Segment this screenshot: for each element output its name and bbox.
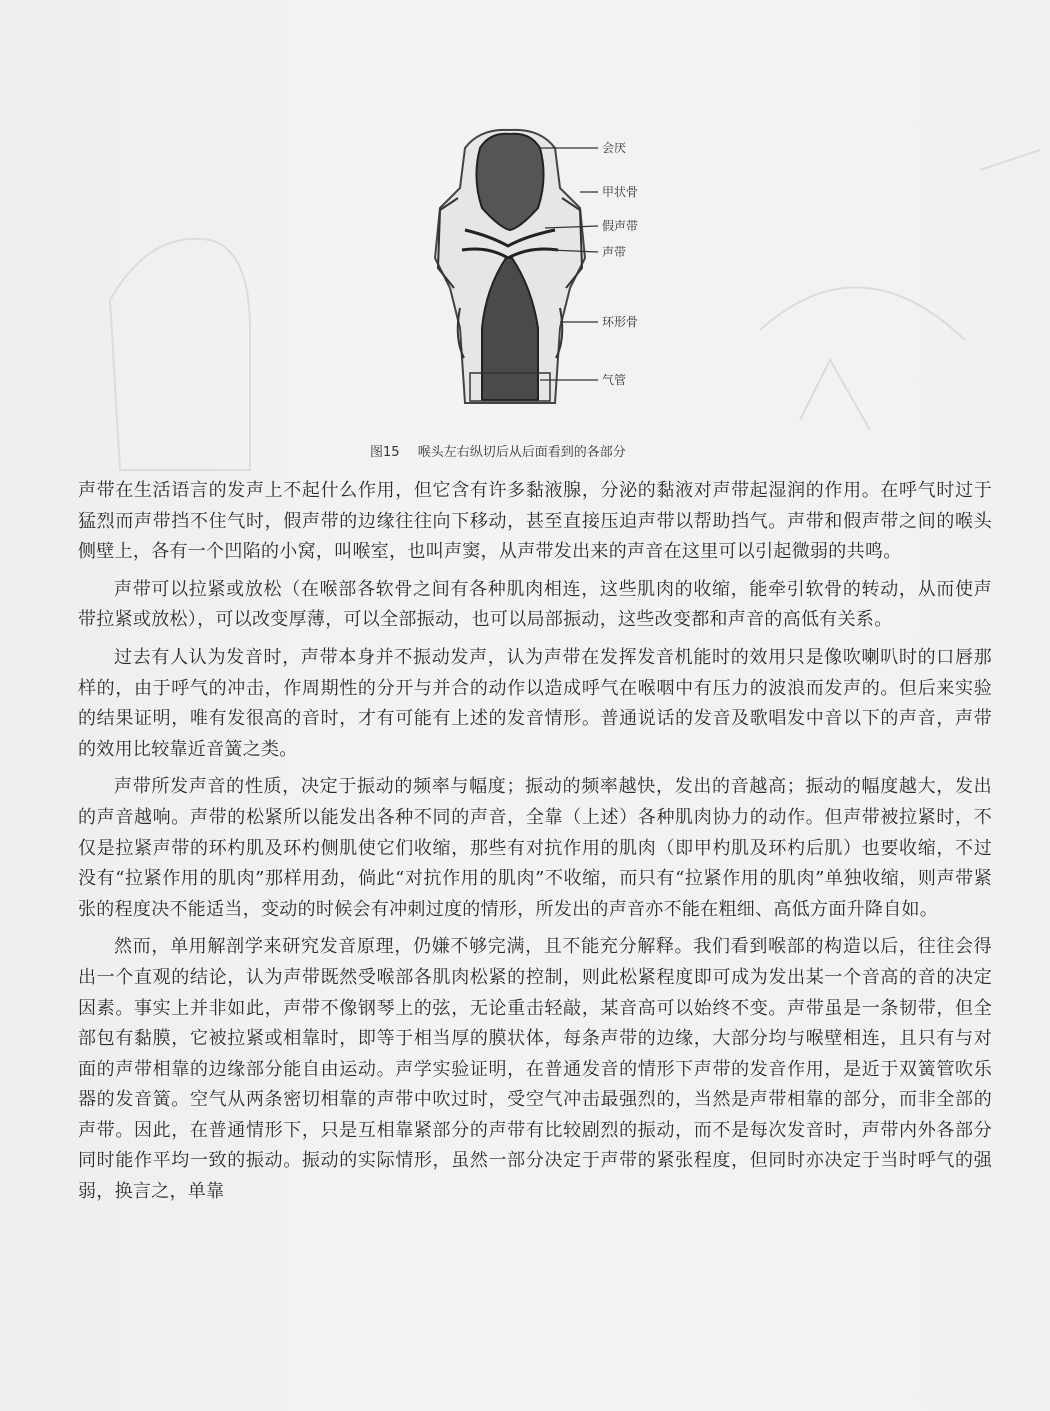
caption-text: 喉头左右纵切后从后面看到的各部分 — [417, 445, 626, 460]
paragraph-3: 过去有人认为发音时，声带本身并不振动发声，认为声带在发挥发音机能时的效用只是像吹喇叭时的口唇那样的，由于呼气的冲击，作周期性的分开与并合的动作以造成呼气在喉咽中有压力的波浪而发声的。但后来实验的结果证明，唯有发很高的音时，才有可能有上述的发音情形。普通说话的发音及歌唱发中音以下的声音，声带的效用比较靠近音簧之类。 — [78, 646, 992, 760]
label-false-vocal-cord: 假声带 — [602, 219, 639, 233]
caption-number: 图15 — [370, 445, 400, 460]
paragraph-1: 声带在生活语言的发声上不起什么作用，但它含有许多黏液腺，分泌的黏液对声带起湿润的作用。在呼气时过于猛烈而声带挡不住气时，假声带的边缘往往向下移动，甚至直接压迫声带以帮助挡气。声带和假声带之间的喉头侧壁上，各有一个凹陷的小窝，叫喉室，也叫声窦，从声带发出来的声音在这里可以引起微弱的共鸣。 — [78, 480, 992, 563]
larynx-diagram — [420, 118, 720, 418]
paragraph-4: 声带所发声音的性质，决定于振动的频率与幅度；振动的频率越快，发出的音越高；振动的幅度越大，发出的声音越响。声带的松紧所以能发出各种不同的声音，全靠（上述）各种肌肉协力的动作。但声带被拉紧时，不仅是拉紧声带的环杓肌及环杓侧肌使它们收缩，那些有对抗作用的肌肉（即甲杓肌及环杓后肌）也要收缩，不过没有“拉紧作用的肌肉”那样用劲，倘此“对抗作用的肌肉”不收缩，而只有“拉紧作用的肌肉”单独收缩，则声带紧张的程度决不能适当，变动的时候会有冲刺过度的情形，所发出的声音亦不能在粗细、高低方面升降自如。 — [78, 776, 992, 920]
body-text — [78, 476, 992, 1208]
label-trachea: 气管 — [602, 373, 627, 387]
label-epiglottis: 会厌 — [602, 141, 627, 155]
label-cricoid: 环形骨 — [602, 315, 639, 329]
label-thyroid: 甲状骨 — [602, 185, 639, 199]
label-vocal-cord: 声带 — [602, 245, 627, 259]
larynx-figure — [420, 118, 720, 418]
paragraph-2: 声带可以拉紧或放松（在喉部各软骨之间有各种肌肉相连，这些肌肉的收缩，能牵引软骨的转动，从而使声带拉紧或放松），可以改变厚薄，可以全部振动，也可以局部振动，这些改变都和声音的高低有关系。 — [78, 578, 992, 631]
paragraph-5: 然而，单用解剖学来研究发音原理，仍嫌不够完满，且不能充分解释。我们看到喉部的构造以后，往往会得出一个直观的结论，认为声带既然受喉部各肌肉松紧的控制，则此松紧程度即可成为发出某一个音高的音的决定因素。事实上并非如此，声带不像钢琴上的弦，无论重击轻敲，某音高可以始终不变。声带虽是一条韧带，但全部包有黏膜，它被拉紧或相靠时，即等于相当厚的膜状体，每条声带的边缘，大部分均与喉壁相连，且只有与对面的声带相靠的边缘部分能自由运动。声学实验证明，在普通发音的情形下声带的发音作用，是近于双簧管吹乐器的发音簧。空气从两条密切相靠的声带中吹过时，受空气冲击最强烈的，当然是声带相靠的部分，而非全部的声带。因此，在普通情形下，只是互相靠紧部分的声带有比较剧烈的振动，而不是每次发音时，声带内外各部分同时能作平均一致的振动。振动的实际情形，虽然一部分决定于声带的紧张程度，但同时亦决定于当时呼气的强弱，换言之，单靠 — [78, 936, 992, 1203]
figure-caption — [370, 441, 790, 460]
